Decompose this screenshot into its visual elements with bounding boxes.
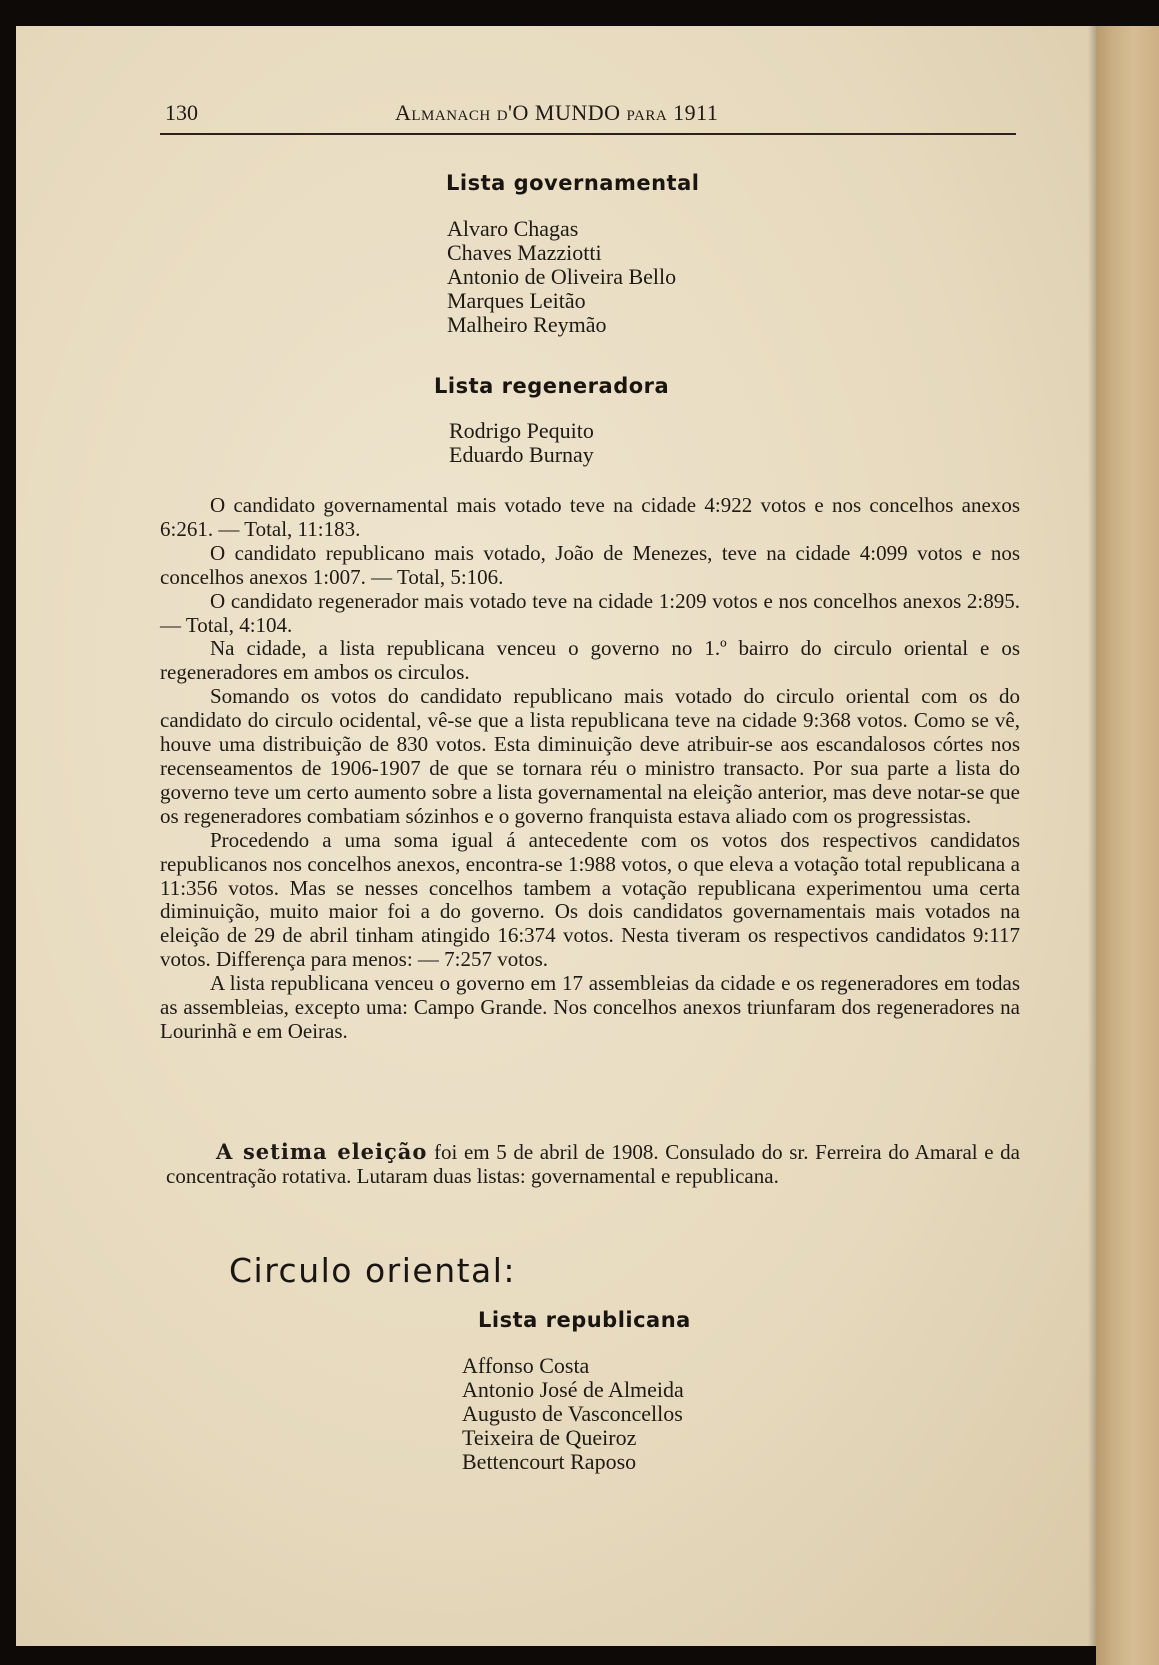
paragraph: O candidato governamental mais votado teve na cidade 4:922 votos e nos concelhos anexos 6:261. — Total, 11:183. — [160, 493, 1020, 541]
paragraph: O candidato republicano mais votado, João de Menezes, teve na cidade 4:099 votos e nos concelhos anexos 1:007. — Total, 5:106. — [160, 540, 1020, 589]
list-item: Alvaro Chagas — [447, 216, 579, 241]
paragraph: O candidato regenerador mais votado teve na cidade 1:209 votos e nos concelhos anexos 2:895. — Total, 4:104. — [160, 588, 1020, 637]
list-item: Antonio José de Almeida — [462, 1377, 684, 1402]
page-number: 130 — [165, 100, 198, 125]
setima-eleicao-text: foi em 5 de abril de 1908. Consulado do sr. Ferreira do Amaral e da concentração rotativa. Lutaram duas listas: governamental e republicana. — [166, 1140, 1021, 1188]
list-item: Eduardo Burnay — [449, 442, 594, 467]
section-title-circulo-oriental: Circulo oriental: — [229, 1251, 517, 1290]
list-item: Affonso Costa — [462, 1353, 590, 1378]
paragraph: A lista republicana venceu o governo em 17 assembleias da cidade e os regeneradores em todas as assembleias, excepto uma: Campo Grande. Nos concelhos anexos triunfaram dos regeneradores na Lourinhã e em Oeiras. — [160, 971, 1020, 1043]
body-text — [160, 494, 1020, 1044]
list-item: Malheiro Reymão — [447, 312, 607, 337]
list-item: Marques Leitão — [447, 288, 586, 313]
running-header — [165, 100, 1015, 130]
list-item: Chaves Mazziotti — [447, 240, 602, 265]
heading-lista-regeneradora: Lista regeneradora — [434, 374, 670, 398]
paragraph: Na cidade, a lista republicana venceu o governo no 1.º bairro do circulo oriental e os regeneradores em ambos os circulos. — [160, 636, 1020, 685]
list-item: Augusto de Vasconcellos — [462, 1401, 683, 1426]
list-republicana-names — [462, 1354, 684, 1474]
heading-lista-republicana: Lista republicana — [478, 1308, 691, 1332]
list-item: Rodrigo Pequito — [449, 418, 594, 443]
book-spine — [1096, 26, 1159, 1665]
paragraph: Somando os votos do candidato republicano mais votado do circulo oriental com os do candidato do circulo ocidental, vê-se que a lista republicana teve na cidade 9:368 votos. Como se vê, houve uma distribuição de 830 votos. Esta diminuição deve atribuir-se aos escandalosos córtes nos recenseamentos de 1906-1907 de que se tornara réu o ministro transacto. Por sua parte a lista do governo teve um certo aumento sobre a lista governamental na eleição anterior, mas deve notar-se que os regeneradores combatiam sózinhos e o governo franquista estava aliado com os progressistas. — [160, 684, 1020, 828]
paragraph: Procedendo a uma soma igual á antecedente com os votos dos respectivos candidatos republicanos nos concelhos anexos, encontra-se 1:988 votos, o que eleva a votação total republicana a 11:356 votos. Mas se nesses concelhos tambem a votação republicana experimentou uma certa diminuição, muito maior foi a do governo. Os dois candidatos governamentais mais votados na eleição de 29 de abril tinham atingido 16:374 votos. Nesta tiveram os respectivos candidatos 9:117 votos. Differença para menos: — 7:257 votos. — [160, 827, 1020, 972]
list-item: Teixeira de Queiroz — [462, 1425, 637, 1450]
list-regeneradora-names — [449, 419, 594, 467]
heading-lista-governamental: Lista governamental — [446, 171, 700, 195]
list-item: Bettencourt Raposo — [462, 1449, 637, 1474]
header-rule — [160, 133, 1016, 135]
setima-eleicao-paragraph — [166, 1140, 1020, 1188]
list-item: Antonio de Oliveira Bello — [447, 264, 677, 289]
setima-eleicao-lead: A setima eleição — [216, 1139, 428, 1164]
running-title: Almanach d'O MUNDO para 1911 — [395, 100, 719, 125]
list-governamental-names — [447, 217, 676, 337]
